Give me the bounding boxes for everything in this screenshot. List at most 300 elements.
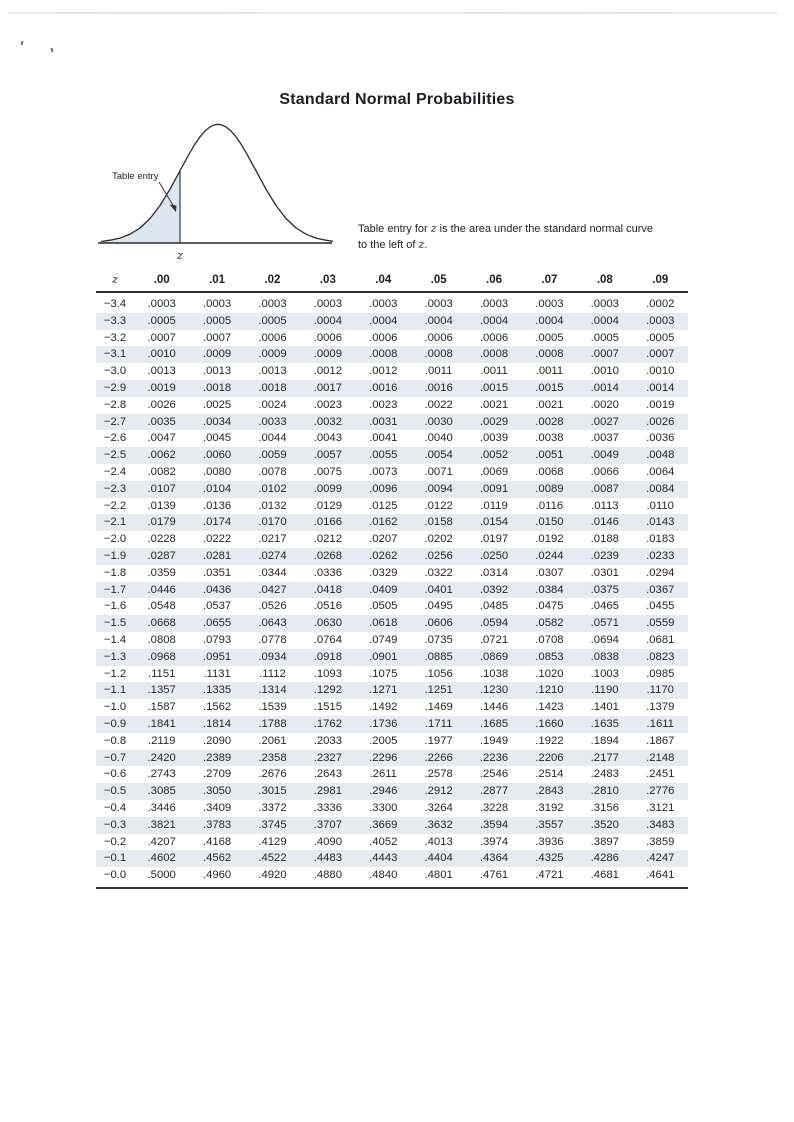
probability-value: .0005 [535,331,564,344]
probability-value: .0089 [535,482,564,495]
probability-value: .3300 [369,801,398,814]
probability-value: .0004 [535,314,564,327]
probability-value: .4721 [522,867,577,888]
table-row [96,531,688,548]
probability-value: .1788 [258,717,287,730]
probability-value: .0052 [479,449,509,462]
probability-value: .3050 [202,785,232,798]
probability-value: .0009 [313,348,342,361]
probability-value: .1635 [590,717,619,730]
probability-value: .0091 [479,482,509,495]
probability-value: .0475 [535,600,564,613]
table-row [96,682,688,699]
probability-value: .0012 [313,365,342,378]
probability-value: .0007 [646,348,675,361]
probability-value: .0011 [480,365,508,378]
probability-value: .0192 [535,533,564,546]
z-value: −2.2 [103,499,127,512]
probability-value: .1841 [147,717,176,730]
probability-value: .1587 [147,701,176,714]
probability-value: .3821 [147,818,176,831]
probability-value: .0027 [590,415,619,428]
probability-value: .0344 [258,566,287,579]
probability-value: .0571 [590,617,619,630]
probability-value: .0516 [313,600,342,613]
table-row [96,346,688,363]
caption-text: Table entry for [358,223,431,235]
probability-value: .0010 [646,365,675,378]
z-value: −1.1 [103,684,127,697]
probability-value: .0618 [369,617,398,630]
probability-value: .0239 [590,549,619,562]
probability-value: .0003 [258,298,287,310]
probability-value: .0024 [258,398,287,411]
probability-value: .0004 [424,314,453,327]
probability-value: .0003 [646,314,675,327]
probability-value: .3974 [479,835,509,848]
probability-value: .0018 [202,381,232,394]
table-row [96,615,688,632]
probability-value: .0526 [258,600,287,613]
table-row [96,649,688,666]
probability-value: .3446 [147,801,176,814]
column-header: .08 [577,271,632,292]
caption-line-1 [358,221,698,237]
probability-value: .0006 [479,331,509,344]
probability-value: .0051 [535,449,564,462]
probability-value: .2776 [646,785,675,798]
probability-value: .2877 [479,785,509,798]
probability-value: .4364 [479,852,509,865]
z-value: −0.3 [103,818,127,831]
probability-value: .2327 [313,751,342,764]
z-value: −0.6 [103,768,127,781]
scan-speck [21,41,24,45]
probability-value: .1492 [369,701,398,714]
probability-value: .2033 [313,734,342,747]
probability-value: .0212 [313,533,342,546]
probability-value: .0003 [313,298,342,310]
probability-value: .3192 [535,801,564,814]
probability-value: .0040 [424,432,453,445]
probability-value: .0918 [313,650,342,663]
probability-value: .3409 [202,801,232,814]
probability-value: .0262 [369,549,398,562]
probability-value: .3015 [258,785,287,798]
probability-value: .0005 [258,314,287,327]
probability-value: .4641 [633,867,688,888]
probability-value: .0228 [147,533,176,546]
probability-value: .4325 [535,852,564,865]
probability-value: .3121 [646,801,675,814]
z-value: −3.3 [103,314,127,327]
probability-value: .0009 [258,348,287,361]
probability-value: .2981 [313,785,342,798]
probability-value: .0107 [147,482,176,495]
z-value: −2.5 [103,449,127,462]
probability-value: .0013 [147,365,176,378]
probability-value: .1151 [147,667,176,680]
probability-value: .0022 [424,398,453,411]
probability-value: .0655 [202,617,232,630]
probability-value: .0681 [646,633,675,646]
probability-value: .0082 [147,465,176,478]
caption-text: . [424,239,428,251]
table-head [96,271,688,292]
probability-value: .3936 [535,835,564,848]
probability-value: .0250 [479,549,509,562]
probability-value: .0094 [424,482,453,495]
probability-value: .4286 [590,852,619,865]
page-title: Standard Normal Probabilities [279,91,515,108]
probability-value: .0838 [590,650,619,663]
probability-value: .1314 [258,684,287,697]
table-entry-annotation: Table entry [112,171,159,182]
z-value: −2.6 [103,432,127,445]
probability-value: .0735 [424,633,453,646]
probability-value: .0034 [202,415,232,428]
probability-value: .4404 [424,852,453,865]
probability-value: .3336 [313,801,342,814]
table-row [96,414,688,431]
probability-value: .0031 [369,415,398,428]
probability-value: .1762 [313,717,342,730]
probability-value: .1515 [313,701,342,714]
probability-value: .0014 [646,381,675,394]
probability-value: .0132 [258,499,287,512]
column-header: .06 [466,271,521,292]
probability-value: .0129 [313,499,342,512]
probability-value: .1271 [369,684,398,697]
probability-value: .0314 [479,566,509,579]
probability-value: .0006 [424,331,453,344]
probability-value: .1894 [590,734,619,747]
probability-value: .0559 [646,617,675,630]
probability-value: .0038 [535,432,564,445]
probability-value: .0002 [646,298,675,310]
column-header: .00 [134,271,189,292]
probability-value: .3156 [590,801,619,814]
z-value: −0.4 [103,801,127,814]
probability-value: .0025 [202,398,232,411]
probability-value: .4562 [202,852,232,865]
probability-value: .0968 [147,650,176,663]
z-value: −3.2 [103,331,127,344]
probability-value: .0069 [479,465,509,478]
z-value: −3.1 [103,348,127,361]
probability-value: .0037 [590,432,619,445]
probability-value: .0033 [258,415,287,428]
probability-value: .0026 [646,415,675,428]
probability-value: .0869 [479,650,509,663]
probability-value: .0018 [258,381,287,394]
column-header-z: z [96,271,134,292]
probability-value: .0054 [424,449,453,462]
probability-value: .0021 [535,398,564,411]
probability-value: .1170 [646,684,674,697]
probability-value: .1922 [535,734,564,747]
table-row [96,498,688,515]
probability-value: .1736 [369,717,398,730]
column-header: .04 [356,271,411,292]
probability-value: .0351 [202,566,232,579]
probability-value: .0005 [202,314,232,327]
table-row [96,330,688,347]
probability-value: .1539 [258,701,287,714]
probability-value: .0066 [590,465,619,478]
probability-value: .0606 [424,617,453,630]
probability-value: .0006 [258,331,287,344]
table-row [96,313,688,330]
probability-value: .1075 [369,667,398,680]
probability-value: .0170 [258,516,287,529]
probability-value: .1335 [202,684,232,697]
probability-value: .0032 [313,415,342,428]
z-value: −0.0 [96,867,134,888]
probability-value: .0179 [147,516,176,529]
probability-value: .1093 [313,667,342,680]
probability-value: .1056 [424,667,453,680]
probability-value: .0582 [535,617,564,630]
probability-value: .2743 [147,768,176,781]
probability-value: .1038 [479,667,509,680]
probability-value: .1251 [424,684,453,697]
probability-value: .0901 [369,650,398,663]
z-value: −3.4 [103,298,127,310]
probability-value: .0384 [535,583,564,596]
probability-value: .0084 [646,482,675,495]
probability-value: .0010 [590,365,619,378]
probability-value: .3372 [258,801,287,814]
probability-value: .3669 [369,818,398,831]
bell-curve [101,124,333,241]
table-row [96,666,688,683]
probability-value: .0044 [258,432,287,445]
probability-value: .0307 [535,566,564,579]
probability-value: .0023 [313,398,342,411]
probability-value: .0336 [313,566,342,579]
probability-value: .2514 [535,768,564,781]
probability-value: .4840 [356,867,411,888]
probability-value: .0068 [535,465,564,478]
probability-value: .0008 [479,348,509,361]
probability-value: .0011 [424,365,453,378]
probability-value: .2912 [424,785,453,798]
table-row [96,292,688,313]
probability-value: .0013 [202,365,232,378]
probability-value: .0009 [202,348,232,361]
probability-value: .1112 [259,667,286,680]
z-value: −1.7 [103,583,127,596]
probability-value: .0162 [369,516,398,529]
table-row [96,598,688,615]
probability-value: .0548 [147,600,176,613]
probability-value: .2358 [258,751,287,764]
probability-value: .0808 [147,633,176,646]
probability-value: .0139 [147,499,176,512]
probability-value: .0113 [591,499,619,512]
probability-value: .0418 [313,583,342,596]
probability-value: .2611 [369,768,397,781]
probability-value: .1210 [535,684,564,697]
probability-value: .0004 [590,314,619,327]
probability-value: .2005 [369,734,398,747]
probability-value: .0026 [147,398,176,411]
probability-value: .0643 [258,617,287,630]
probability-value: .0008 [535,348,564,361]
probability-value: .2206 [535,751,564,764]
probability-value: .3264 [424,801,453,814]
probability-value: .0301 [590,566,619,579]
table-row [96,430,688,447]
table-row [96,850,688,867]
probability-value: .1949 [479,734,509,747]
probability-value: .0015 [535,381,564,394]
probability-value: .1379 [646,701,675,714]
scan-speck [50,48,53,52]
probability-value: .0268 [313,549,342,562]
caption-z-symbol: z [418,238,425,251]
probability-value: .2546 [479,768,509,781]
probability-value: .1469 [424,701,453,714]
table-row [96,514,688,531]
probability-value: .0007 [202,331,232,344]
z-value: −1.8 [103,566,127,579]
probability-value: .0073 [369,465,398,478]
probability-value: .0154 [479,516,509,529]
probability-value: .0005 [590,331,619,344]
probability-value: .3745 [258,818,287,831]
probability-value: .0080 [202,465,232,478]
probability-value: .0075 [313,465,342,478]
probability-value: .1357 [147,684,176,697]
probability-value: .0099 [313,482,342,495]
probability-value: .0708 [535,633,564,646]
z-value: −2.7 [103,415,127,428]
probability-value: .4920 [245,867,300,888]
probability-value: .0028 [535,415,564,428]
z-value: −0.5 [103,785,127,798]
probability-value: .1131 [203,667,231,680]
table-row [96,733,688,750]
probability-value: .0003 [424,298,453,310]
column-header: .09 [633,271,688,292]
z-value: −2.9 [103,381,127,394]
z-value: −1.0 [103,701,127,714]
probability-value: .0023 [369,398,398,411]
probability-value: .0064 [646,465,675,478]
probability-value: .0778 [258,633,287,646]
probability-value: .0951 [202,650,232,663]
probability-value: .0087 [590,482,619,495]
probability-value: .0823 [646,650,675,663]
probability-value: .0256 [424,549,453,562]
probability-value: .0287 [147,549,176,562]
probability-value: .4129 [258,835,287,848]
table-row [96,481,688,498]
table-row [96,800,688,817]
probability-value: .0041 [369,432,398,445]
probability-value: .1401 [590,701,619,714]
probability-value: .0057 [313,449,342,462]
probability-value: .0003 [369,298,398,310]
probability-value: .0934 [258,650,287,663]
column-header: .02 [245,271,300,292]
normal-curve-svg [95,112,335,266]
probability-value: .0495 [424,600,453,613]
probability-value: .3632 [424,818,453,831]
probability-value: .0409 [369,583,398,596]
probability-value: .4801 [411,867,466,888]
table-row [96,363,688,380]
caption-line-2 [358,237,698,253]
z-value: −1.2 [103,667,127,680]
probability-value: .0045 [202,432,232,445]
probability-value: .0019 [147,381,176,394]
probability-value: .0764 [313,633,342,646]
column-header: .05 [411,271,466,292]
table-row [96,464,688,481]
probability-value: .1446 [479,701,509,714]
probability-value: .1685 [479,717,509,730]
probability-value: .0008 [424,348,453,361]
probability-value: .0392 [479,583,509,596]
probability-value: .3085 [147,785,176,798]
probability-value: .0021 [479,398,509,411]
probability-value: .0014 [590,381,619,394]
z-value: −2.8 [103,398,127,411]
standard-normal-table [96,271,688,889]
probability-value: .1711 [424,717,453,730]
probability-value: .1230 [479,684,509,697]
z-value: −1.5 [103,617,127,630]
z-value: −0.1 [103,852,127,865]
probability-value: .0006 [369,331,398,344]
probability-value: .1660 [535,717,564,730]
z-value: −1.9 [103,549,127,562]
probability-value: .2578 [424,768,453,781]
probability-value: .0853 [535,650,564,663]
probability-value: .0048 [646,449,675,462]
table-row [96,397,688,414]
probability-value: .0013 [258,365,287,378]
probability-value: .2676 [258,768,287,781]
z-value: −2.0 [103,533,127,546]
probability-value: .0183 [646,533,675,546]
probability-value: .0007 [590,348,619,361]
probability-value: .0749 [369,633,398,646]
probability-value: .0003 [535,298,564,310]
probability-value: .0222 [202,533,232,546]
probability-value: .0150 [535,516,564,529]
probability-value: .0294 [646,566,675,579]
table-row [96,447,688,464]
table-body [96,292,688,888]
probability-value: .0104 [202,482,232,495]
probability-value: .2709 [202,768,232,781]
probability-value: .2810 [590,785,619,798]
probability-value: .3594 [479,818,509,831]
probability-value: .0005 [147,314,176,327]
probability-value: .0166 [313,516,342,529]
probability-value: .0274 [258,549,287,562]
probability-value: .0143 [646,516,675,529]
probability-value: .0505 [369,600,398,613]
probability-value: .0329 [369,566,398,579]
probability-value: .2090 [202,734,232,747]
probability-value: .0174 [202,516,232,529]
probability-value: .2119 [147,734,176,747]
